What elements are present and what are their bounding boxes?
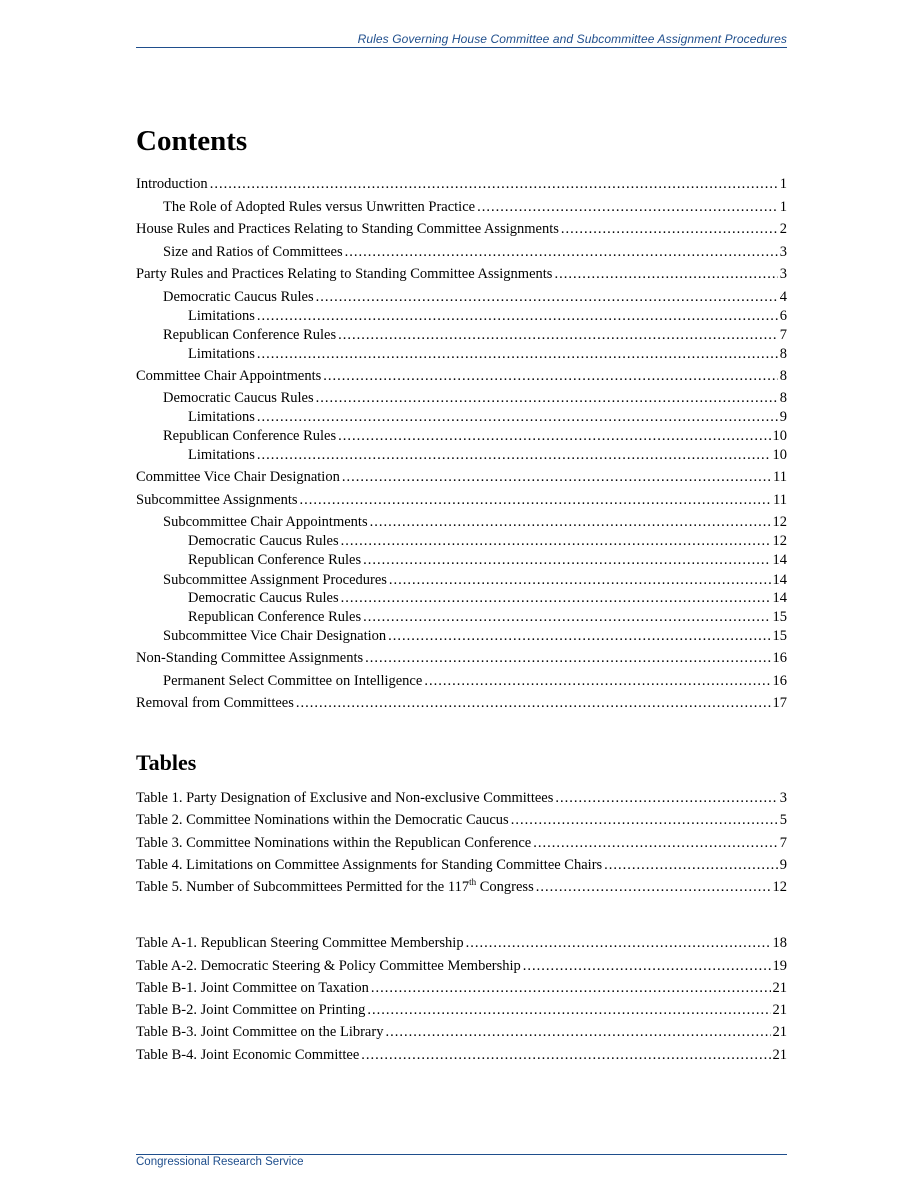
toc-entry-label: Limitations	[188, 447, 255, 463]
toc-entry-label: Democratic Caucus Rules	[163, 390, 314, 406]
toc-entry-page: 19	[772, 958, 787, 974]
dot-leader	[210, 174, 778, 194]
toc-entry[interactable]	[163, 426, 787, 446]
toc-entry-page: 21	[772, 1002, 787, 1018]
toc-entry-page: 14	[772, 572, 787, 588]
dot-leader	[341, 531, 771, 551]
header-rule	[136, 47, 787, 48]
toc-entry[interactable]	[136, 788, 787, 808]
toc-entry-label: Table B-3. Joint Committee on the Library	[136, 1024, 384, 1040]
toc-entry-page: 1	[779, 199, 787, 215]
running-header: Rules Governing House Committee and Subcommittee Assignment Procedures	[357, 32, 787, 46]
dot-leader	[604, 855, 778, 875]
dot-leader	[300, 490, 772, 510]
toc-entry-page: 3	[779, 266, 787, 282]
toc-entry[interactable]	[163, 512, 787, 532]
toc-entry-label: Democratic Caucus Rules	[163, 289, 314, 305]
dot-leader	[316, 287, 778, 307]
toc-entry[interactable]	[136, 810, 787, 830]
toc-entry[interactable]	[163, 388, 787, 408]
dot-leader	[257, 445, 771, 465]
toc-entry-page: 18	[772, 935, 787, 951]
toc-entry-label: Table B-2. Joint Committee on Printing	[136, 1002, 366, 1018]
toc-entry-page: 14	[772, 552, 787, 568]
toc-entry[interactable]	[188, 344, 787, 364]
toc-entry[interactable]	[163, 287, 787, 307]
toc-entry-label: Table B-4. Joint Economic Committee	[136, 1047, 360, 1063]
toc-entry-page: 3	[779, 244, 787, 260]
toc-entry-label: Committee Chair Appointments	[136, 368, 322, 384]
toc-entry-page: 16	[772, 673, 787, 689]
contents-title: Contents	[136, 125, 248, 157]
toc-entry[interactable]	[163, 671, 787, 691]
toc-entry[interactable]	[136, 877, 787, 897]
dot-leader	[363, 550, 770, 570]
dot-leader	[424, 671, 770, 691]
toc-entry-label: Removal from Committees	[136, 695, 294, 711]
dot-leader	[361, 1045, 770, 1065]
toc-entry-label: Introduction	[136, 176, 208, 192]
toc-entry-page: 7	[779, 327, 787, 343]
dot-leader	[323, 366, 777, 386]
toc-entry-page: 7	[779, 835, 787, 851]
toc-entry-label: Limitations	[188, 308, 255, 324]
toc-entry[interactable]	[188, 550, 787, 570]
toc-entry-label: Table A-2. Democratic Steering & Policy Committee Membership	[136, 958, 521, 974]
toc-entry-page: 10	[772, 428, 787, 444]
toc-entry-page: 11	[773, 492, 787, 508]
dot-leader	[338, 426, 770, 446]
toc-entry[interactable]	[136, 366, 787, 386]
toc-entry[interactable]	[136, 855, 787, 875]
dot-leader	[316, 388, 778, 408]
toc-entry[interactable]	[136, 174, 787, 194]
toc-entry-page: 8	[779, 346, 787, 362]
toc-entry-page: 15	[772, 609, 787, 625]
footer-organization: Congressional Research Service	[136, 1156, 304, 1168]
toc-entry-page: 5	[779, 812, 787, 828]
dot-leader	[257, 407, 778, 427]
toc-entry-page: 8	[779, 390, 787, 406]
toc-entry-label: Republican Conference Rules	[188, 552, 362, 568]
toc-entry[interactable]	[136, 1045, 787, 1065]
toc-entry-page: 9	[779, 857, 787, 873]
toc-entry[interactable]	[163, 197, 787, 217]
toc-entry[interactable]	[136, 1022, 787, 1042]
toc-entry-page: 14	[772, 590, 787, 606]
dot-leader	[389, 570, 771, 590]
toc-entry[interactable]	[163, 626, 787, 646]
dot-leader	[342, 467, 771, 487]
toc-entry-label: Party Rules and Practices Relating to Standing Committee Assignments	[136, 266, 553, 282]
dot-leader	[466, 933, 771, 953]
toc-entry[interactable]	[136, 978, 787, 998]
toc-entry-page: 3	[779, 790, 787, 806]
toc-entry-page: 2	[779, 221, 787, 237]
toc-entry[interactable]	[163, 325, 787, 345]
toc-entry[interactable]	[188, 607, 787, 627]
dot-leader	[385, 1022, 770, 1042]
toc-entry-page: 6	[779, 308, 787, 324]
dot-leader	[363, 607, 770, 627]
toc-entry-page: 21	[772, 980, 787, 996]
dot-leader	[555, 788, 777, 808]
toc-entry-page: 17	[772, 695, 787, 711]
toc-entry-label: Democratic Caucus Rules	[188, 590, 339, 606]
toc-entry-label: Size and Ratios of Committees	[163, 244, 343, 260]
toc-entry-label: Limitations	[188, 346, 255, 362]
toc-entry-page: 15	[772, 628, 787, 644]
toc-entry-label: Limitations	[188, 409, 255, 425]
toc-entry-label: Democratic Caucus Rules	[188, 533, 339, 549]
toc-entry[interactable]	[136, 1000, 787, 1020]
toc-entry-page: 12	[772, 533, 787, 549]
toc-entry-label: Committee Vice Chair Designation	[136, 469, 340, 485]
toc-entry-label: Subcommittee Assignments	[136, 492, 298, 508]
dot-leader	[477, 197, 778, 217]
dot-leader	[367, 1000, 770, 1020]
toc-entry[interactable]	[188, 588, 787, 608]
toc-entry-label: Table 5. Number of Subcommittees Permitted for the 117th Congress	[136, 877, 534, 895]
toc-entry-label: Table 2. Committee Nominations within the Democratic Caucus	[136, 812, 509, 828]
toc-entry[interactable]	[136, 956, 787, 976]
toc-entry[interactable]	[136, 264, 787, 284]
toc-entry-page: 8	[779, 368, 787, 384]
toc-entry-label: Table 1. Party Designation of Exclusive and Non-exclusive Committees	[136, 790, 554, 806]
toc-entry-page: 21	[772, 1024, 787, 1040]
toc-entry-label: Subcommittee Vice Chair Designation	[163, 628, 387, 644]
toc-entry-superscript: th	[469, 877, 477, 888]
toc-entry-page: 10	[772, 447, 787, 463]
toc-entry-page: 21	[772, 1047, 787, 1063]
dot-leader	[371, 978, 771, 998]
toc-entry-label: Republican Conference Rules	[188, 609, 362, 625]
toc-entry-page: 12	[772, 514, 787, 530]
toc-entry[interactable]	[136, 648, 787, 668]
dot-leader	[345, 242, 778, 262]
toc-entry[interactable]	[136, 467, 787, 487]
dot-leader	[257, 344, 778, 364]
dot-leader	[533, 833, 778, 853]
toc-entry[interactable]	[188, 306, 787, 326]
toc-entry[interactable]	[136, 490, 787, 510]
toc-entry[interactable]	[136, 693, 787, 713]
toc-entry-label: Table B-1. Joint Committee on Taxation	[136, 980, 369, 996]
dot-leader	[536, 877, 771, 897]
toc-entry[interactable]	[163, 242, 787, 262]
toc-entry-page: 4	[779, 289, 787, 305]
footer-rule	[136, 1154, 787, 1155]
dot-leader	[523, 956, 771, 976]
toc-entry[interactable]	[136, 219, 787, 239]
toc-entry-label: The Role of Adopted Rules versus Unwritten Practice	[163, 199, 476, 215]
dot-leader	[365, 648, 770, 668]
toc-entry-page: 16	[772, 650, 787, 666]
tables-title: Tables	[136, 750, 197, 775]
dot-leader	[296, 693, 771, 713]
toc-entry-page: 9	[779, 409, 787, 425]
toc-entry-label: Subcommittee Chair Appointments	[163, 514, 368, 530]
toc-entry-label: Table 3. Committee Nominations within the Republican Conference	[136, 835, 532, 851]
toc-entry-label: House Rules and Practices Relating to Standing Committee Assignments	[136, 221, 559, 237]
toc-entry-label: Permanent Select Committee on Intelligence	[163, 673, 423, 689]
toc-entry[interactable]	[188, 531, 787, 551]
dot-leader	[561, 219, 778, 239]
dot-leader	[554, 264, 777, 284]
toc-entry[interactable]	[136, 833, 787, 853]
dot-leader	[341, 588, 771, 608]
dot-leader	[338, 325, 778, 345]
dot-leader	[511, 810, 778, 830]
toc-entry[interactable]	[136, 933, 787, 953]
toc-entry-label: Table A-1. Republican Steering Committee Membership	[136, 935, 464, 951]
toc-entry[interactable]	[163, 570, 787, 590]
toc-entry[interactable]	[188, 407, 787, 427]
toc-entry-page: 11	[773, 469, 787, 485]
dot-leader	[388, 626, 770, 646]
toc-entry-page: 1	[779, 176, 787, 192]
toc-entry-label: Table 4. Limitations on Committee Assignments for Standing Committee Chairs	[136, 857, 603, 873]
dot-leader	[370, 512, 771, 532]
toc-entry-label: Republican Conference Rules	[163, 428, 337, 444]
toc-entry-page: 12	[772, 879, 787, 895]
toc-entry-label: Subcommittee Assignment Procedures	[163, 572, 387, 588]
toc-entry-label: Republican Conference Rules	[163, 327, 337, 343]
toc-entry-label: Non-Standing Committee Assignments	[136, 650, 364, 666]
dot-leader	[257, 306, 778, 326]
toc-entry[interactable]	[188, 445, 787, 465]
